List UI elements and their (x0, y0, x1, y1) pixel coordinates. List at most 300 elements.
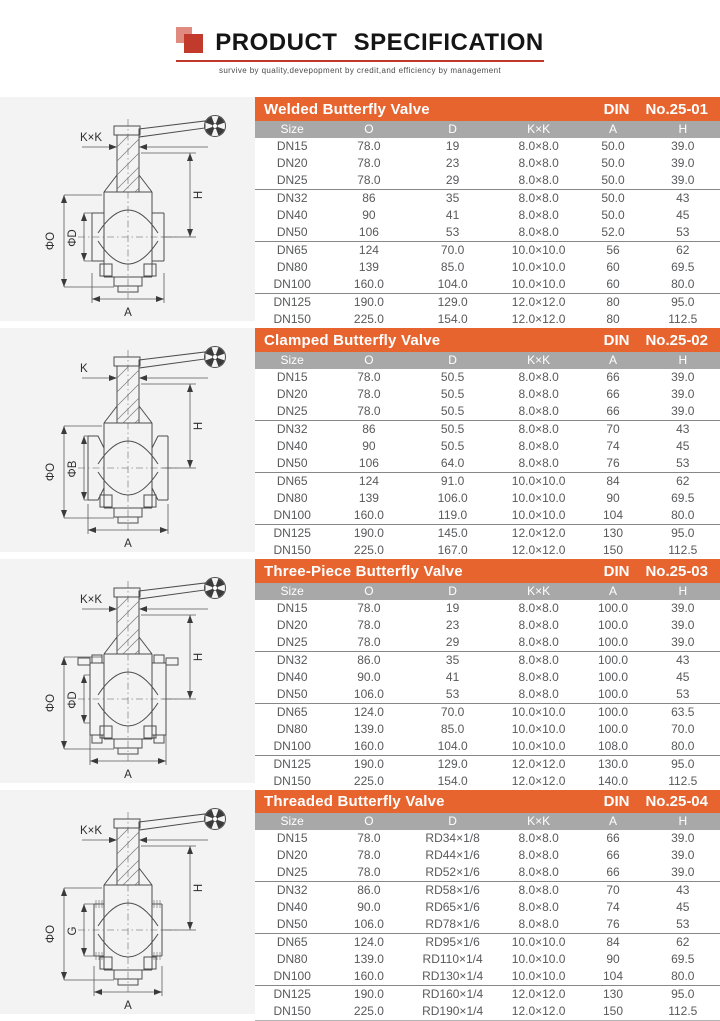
table-cell: 50.5 (408, 403, 496, 421)
table-cell: 106.0 (329, 686, 408, 704)
table-cell: 8.0×8.0 (518, 831, 559, 845)
clamped-valve-table (255, 328, 720, 559)
din-code (604, 793, 708, 810)
three-piece-valve-table (255, 559, 720, 790)
table-cell: 74 (606, 439, 620, 453)
threaded-valve-table (255, 790, 720, 1021)
table-cell: 78.0 (357, 831, 381, 845)
table-cell: 160.0 (329, 507, 408, 525)
table-cell: 95.0 (671, 987, 695, 1001)
table-cell: 8.0×8.0 (518, 900, 559, 914)
table-cell: 130 (603, 987, 624, 1001)
table-cell: 78.0 (329, 634, 408, 652)
table-cell: RD160×1/4 (422, 987, 484, 1001)
table-cell: 53 (646, 686, 720, 704)
valve-name: Clamped Butterfly Valve (264, 331, 441, 349)
table-cell: 66 (606, 387, 620, 401)
table-cell: 29 (408, 172, 496, 190)
table-cell: 86.0 (357, 883, 381, 897)
table-row (255, 421, 720, 439)
column-header: Size (255, 121, 329, 138)
table-cell: 8.0×8.0 (518, 670, 559, 684)
table-cell: 190.0 (353, 987, 384, 1001)
three-piece-valve-drawing (0, 559, 255, 783)
column-header: A (580, 583, 645, 600)
table-row (255, 259, 720, 276)
table-cell: 112.5 (668, 312, 698, 326)
column-header-row (255, 813, 720, 830)
table-cell: DN40 (276, 439, 308, 453)
table-cell: 62 (676, 243, 690, 257)
table-cell: 86 (362, 191, 376, 205)
table-cell: 100.0 (598, 653, 629, 667)
table-cell: 150 (580, 1003, 645, 1021)
table-cell: 39.0 (671, 831, 695, 845)
dim-label-outer-left: ΦO (45, 462, 57, 482)
dim-label-top: K×K (80, 132, 103, 144)
table-cell: DN15 (276, 831, 308, 845)
welded-valve-table (255, 97, 720, 328)
table-row (255, 438, 720, 455)
table-cell: 12.0×12.0 (511, 987, 566, 1001)
valve-name: Three-Piece Butterfly Valve (264, 562, 463, 580)
column-header: D (408, 813, 496, 830)
spec-table (255, 121, 720, 328)
table-cell: 60 (580, 276, 645, 294)
table-cell: 39.0 (671, 618, 695, 632)
valve-name: Welded Butterfly Valve (264, 100, 430, 118)
table-cell: 100.0 (598, 601, 629, 615)
table-cell: DN65 (276, 935, 308, 949)
table-cell: 35 (445, 653, 460, 667)
table-cell: 104 (580, 968, 645, 986)
table-cell: 12.0×12.0 (511, 295, 566, 309)
table-cell: 50.5 (440, 387, 465, 401)
table-cell: 104 (580, 507, 645, 525)
table-row (255, 968, 720, 986)
din-number: No.25-01 (645, 100, 708, 118)
table-cell: 112.5 (668, 774, 698, 788)
table-cell: 78.0 (357, 139, 381, 153)
table-cell: 225.0 (353, 312, 384, 326)
table-cell: 104.0 (408, 276, 496, 294)
table-cell: 124.0 (353, 705, 384, 719)
table-cell: DN50 (255, 455, 329, 473)
dim-label-bottom: A (124, 307, 132, 319)
table-cell: 8.0×8.0 (497, 455, 581, 473)
table-cell: 8.0×8.0 (518, 191, 559, 205)
column-header: O (329, 813, 408, 830)
dim-label-inner-left: ΦB (67, 460, 79, 478)
column-header: O (329, 583, 408, 600)
table-cell: 160.0 (329, 968, 408, 986)
table-cell: DN15 (276, 370, 308, 384)
table-cell: 50.0 (601, 208, 625, 222)
table-cell: 8.0×8.0 (518, 653, 559, 667)
table-cell: 53 (646, 455, 720, 473)
table-cell: DN15 (276, 139, 308, 153)
table-cell: 85.0 (440, 722, 465, 736)
dim-label-outer-left: ΦO (45, 693, 57, 713)
dim-label-right: H (193, 190, 205, 200)
welded-valve-drawing (0, 97, 255, 321)
table-row (255, 686, 720, 704)
table-cell: 66 (606, 370, 620, 384)
table-cell: DN25 (255, 634, 329, 652)
valve-name: Threaded Butterfly Valve (264, 793, 445, 810)
column-header: A (580, 352, 645, 369)
table-cell: 100.0 (598, 705, 629, 719)
table-cell: 39.0 (646, 403, 720, 421)
column-header: D (408, 121, 496, 138)
table-row (255, 242, 720, 260)
table-cell: 53 (408, 686, 496, 704)
table-cell: 74 (606, 900, 620, 914)
table-row (255, 455, 720, 473)
table-cell: 160.0 (329, 276, 408, 294)
din-label: DIN (603, 793, 630, 810)
table-cell: 80.0 (646, 738, 720, 756)
table-cell: 12.0×12.0 (497, 1003, 581, 1021)
table-cell: 84 (606, 474, 620, 488)
dim-label-bottom: A (124, 769, 132, 781)
table-cell: 43 (676, 653, 690, 667)
table-row (255, 600, 720, 617)
table-cell: 129.0 (437, 295, 468, 309)
table-cell: 108.0 (580, 738, 645, 756)
table-cell: 129.0 (437, 757, 468, 771)
table-row (255, 224, 720, 242)
table-cell: 10.0×10.0 (497, 738, 581, 756)
din-label: DIN (603, 562, 630, 580)
spec-table (255, 813, 720, 1021)
table-cell: DN50 (255, 686, 329, 704)
column-header: D (408, 352, 496, 369)
table-cell: 8.0×8.0 (518, 422, 559, 436)
table-cell: 86 (362, 422, 376, 436)
page-header (0, 0, 720, 97)
column-header: K×K (497, 813, 581, 830)
table-cell: 190.0 (353, 295, 384, 309)
table-cell: 130 (603, 526, 624, 540)
table-cell: 35 (445, 191, 460, 205)
table-cell: 10.0×10.0 (497, 276, 581, 294)
column-header: H (646, 352, 720, 369)
table-cell: 66 (580, 864, 645, 882)
table-cell: 145.0 (437, 526, 468, 540)
din-code (604, 101, 708, 118)
table-cell: 10.0×10.0 (511, 952, 566, 966)
dim-label-inner-left: ΦD (67, 229, 79, 247)
table-cell: 190.0 (353, 757, 384, 771)
dim-label-right: H (193, 652, 205, 662)
table-cell: 95.0 (671, 526, 695, 540)
table-cell: 23 (445, 618, 460, 632)
table-cell: 100.0 (598, 722, 629, 736)
table-cell: 154.0 (437, 312, 468, 326)
table-row (255, 294, 720, 312)
table-cell: 50.5 (440, 439, 465, 453)
table-cell: 52.0 (580, 224, 645, 242)
table-cell: 62 (676, 935, 690, 949)
table-cell: 70.0 (671, 722, 695, 736)
table-row (255, 916, 720, 934)
table-cell: 45 (676, 439, 690, 453)
table-cell: 225.0 (353, 774, 384, 788)
table-cell: 50.5 (440, 370, 465, 384)
table-row (255, 704, 720, 722)
dim-label-inner-left: ΦD (67, 691, 79, 709)
table-cell: DN80 (276, 952, 308, 966)
table-row (255, 738, 720, 756)
dim-label-outer-left: ΦO (45, 231, 57, 251)
table-cell: 124 (358, 243, 379, 257)
table-cell: DN80 (276, 260, 308, 274)
table-cell: 41 (445, 670, 460, 684)
table-cell: 10.0×10.0 (511, 243, 566, 257)
column-header: D (408, 583, 496, 600)
table-cell: 10.0×10.0 (511, 491, 566, 505)
table-row (255, 403, 720, 421)
table-cell: DN80 (276, 722, 308, 736)
table-cell: DN50 (255, 916, 329, 934)
table-row (255, 847, 720, 864)
table-cell: 45 (676, 208, 690, 222)
table-row (255, 386, 720, 403)
din-label: DIN (603, 331, 630, 349)
dim-label-top: K×K (80, 825, 103, 837)
table-row (255, 369, 720, 386)
table-cell: 12.0×12.0 (511, 774, 566, 788)
table-row (255, 138, 720, 155)
table-cell: 8.0×8.0 (497, 686, 581, 704)
table-cell: 78.0 (357, 601, 381, 615)
table-cell: DN125 (273, 295, 311, 309)
column-header: K×K (497, 583, 581, 600)
table-cell: 119.0 (408, 507, 496, 525)
table-cell: 39.0 (646, 864, 720, 882)
brand-row (176, 25, 543, 62)
valve-drawing-svg (0, 559, 255, 783)
dim-label-bottom: A (124, 1000, 132, 1012)
table-title-bar (255, 328, 720, 352)
table-cell: 95.0 (671, 295, 695, 309)
clamped-valve-drawing (0, 328, 255, 552)
table-cell: 8.0×8.0 (518, 208, 559, 222)
table-cell: DN25 (255, 172, 329, 190)
table-cell: 39.0 (646, 172, 720, 190)
table-cell: 19 (445, 139, 460, 153)
table-cell: 23 (445, 156, 460, 170)
table-cell: 50.0 (601, 156, 625, 170)
table-row (255, 882, 720, 900)
column-header-row (255, 583, 720, 600)
table-row (255, 490, 720, 507)
table-cell: 167.0 (437, 543, 468, 557)
table-cell: 50.0 (601, 139, 625, 153)
table-cell: 8.0×8.0 (518, 848, 559, 862)
table-cell: 63.5 (671, 705, 695, 719)
table-cell: 8.0×8.0 (518, 139, 559, 153)
table-cell: DN150 (273, 312, 311, 326)
table-row (255, 207, 720, 224)
brand-logo-icon (176, 25, 206, 55)
table-cell: DN65 (276, 474, 308, 488)
din-number: No.25-04 (645, 793, 708, 810)
table-cell: 70.0 (440, 243, 465, 257)
dim-label-inner-left: G (67, 926, 79, 936)
table-cell: 78.0 (357, 370, 381, 384)
table-cell: 80 (606, 295, 620, 309)
table-cell: 10.0×10.0 (511, 722, 566, 736)
table-cell: 124.0 (353, 935, 384, 949)
table-cell: DN40 (276, 208, 308, 222)
valve-drawing-svg (0, 97, 255, 321)
table-cell: 43 (676, 422, 690, 436)
table-cell: RD34×1/8 (425, 831, 480, 845)
table-cell: 39.0 (671, 156, 695, 170)
table-row (255, 986, 720, 1004)
table-row (255, 155, 720, 172)
table-cell: 139.0 (353, 952, 384, 966)
table-cell: 64.0 (408, 455, 496, 473)
table-cell: 112.5 (668, 543, 698, 557)
valve-drawing-svg (0, 328, 255, 552)
table-cell: DN20 (276, 156, 308, 170)
column-header: O (329, 121, 408, 138)
column-header: Size (255, 583, 329, 600)
table-cell: 80 (606, 312, 620, 326)
table-title-bar (255, 790, 720, 813)
table-cell: DN65 (276, 243, 308, 257)
table-cell: 139.0 (353, 722, 384, 736)
table-row (255, 617, 720, 634)
column-header-row (255, 352, 720, 369)
table-cell: 39.0 (671, 848, 695, 862)
din-label: DIN (603, 100, 630, 118)
table-cell: 95.0 (671, 757, 695, 771)
table-cell: DN25 (255, 864, 329, 882)
table-row (255, 473, 720, 491)
column-header: A (580, 813, 645, 830)
table-cell: 10.0×10.0 (497, 968, 581, 986)
table-cell: 39.0 (671, 387, 695, 401)
table-cell: 12.0×12.0 (511, 312, 566, 326)
dim-label-right: H (193, 883, 205, 893)
table-row (255, 172, 720, 190)
table-cell: DN150 (273, 774, 311, 788)
table-cell: 41 (445, 208, 460, 222)
table-cell: 66 (580, 403, 645, 421)
table-row (255, 634, 720, 652)
table-cell: 8.0×8.0 (497, 403, 581, 421)
dim-label-outer-left: ΦO (45, 924, 57, 944)
table-cell: 85.0 (440, 260, 465, 274)
table-cell: RD78×1/6 (408, 916, 496, 934)
table-cell: 53 (408, 224, 496, 242)
table-cell: DN50 (255, 224, 329, 242)
column-header: Size (255, 813, 329, 830)
table-cell: RD190×1/4 (408, 1003, 496, 1021)
table-cell: 69.5 (671, 952, 695, 966)
table-cell: 70.0 (440, 705, 465, 719)
column-header-row (255, 121, 720, 138)
table-cell: 8.0×8.0 (518, 618, 559, 632)
table-row (255, 773, 720, 790)
section-threaded-butterfly-valve (0, 790, 720, 1021)
din-code (604, 332, 708, 349)
table-cell: 86.0 (357, 653, 381, 667)
table-cell: 56 (606, 243, 620, 257)
table-row (255, 899, 720, 916)
table-row (255, 190, 720, 208)
table-cell: DN100 (255, 968, 329, 986)
table-cell: 12.0×12.0 (511, 526, 566, 540)
table-cell: 53 (646, 224, 720, 242)
table-cell: 90 (362, 439, 376, 453)
table-cell: 190.0 (353, 526, 384, 540)
table-row (255, 1003, 720, 1021)
table-row (255, 669, 720, 686)
table-cell: 225.0 (329, 1003, 408, 1021)
table-cell: 78.0 (329, 403, 408, 421)
table-cell: 90 (606, 491, 620, 505)
spec-table (255, 352, 720, 559)
table-cell: 225.0 (353, 543, 384, 557)
table-cell: 106 (329, 455, 408, 473)
table-cell: DN125 (273, 987, 311, 1001)
table-row (255, 934, 720, 952)
table-cell: 78.0 (357, 387, 381, 401)
table-cell: 106.0 (437, 491, 468, 505)
table-cell: 8.0×8.0 (518, 370, 559, 384)
table-cell: 104.0 (408, 738, 496, 756)
tagline: survive by quality,devepopment by credit,and efficiency by management (218, 66, 502, 75)
valve-drawing-svg (0, 790, 255, 1014)
table-body (255, 600, 720, 790)
table-cell: 66 (606, 848, 620, 862)
table-cell: DN65 (276, 705, 308, 719)
handle (139, 121, 205, 137)
table-cell: DN32 (276, 883, 308, 897)
table-cell: 8.0×8.0 (497, 224, 581, 242)
table-cell: RD44×1/6 (425, 848, 480, 862)
table-row (255, 830, 720, 847)
table-cell: DN150 (273, 543, 311, 557)
table-cell: 66 (606, 831, 620, 845)
table-cell: DN20 (276, 387, 308, 401)
table-cell: 76 (580, 916, 645, 934)
table-cell: RD52×1/6 (408, 864, 496, 882)
table-cell: 76 (580, 455, 645, 473)
spec-sheet (0, 97, 720, 1021)
table-cell: DN100 (255, 738, 329, 756)
din-number: No.25-02 (645, 331, 708, 349)
table-cell: 12.0×12.0 (511, 543, 566, 557)
table-cell: RD130×1/4 (408, 968, 496, 986)
table-row (255, 507, 720, 525)
table-cell: DN100 (255, 276, 329, 294)
table-cell: 154.0 (437, 774, 468, 788)
table-cell: DN32 (276, 653, 308, 667)
table-cell: 8.0×8.0 (518, 156, 559, 170)
dim-label-right: H (193, 421, 205, 431)
table-cell: 8.0×8.0 (518, 387, 559, 401)
handle (139, 814, 205, 830)
table-cell: 112.5 (646, 1003, 720, 1021)
column-header: H (646, 583, 720, 600)
table-cell: 60 (606, 260, 620, 274)
